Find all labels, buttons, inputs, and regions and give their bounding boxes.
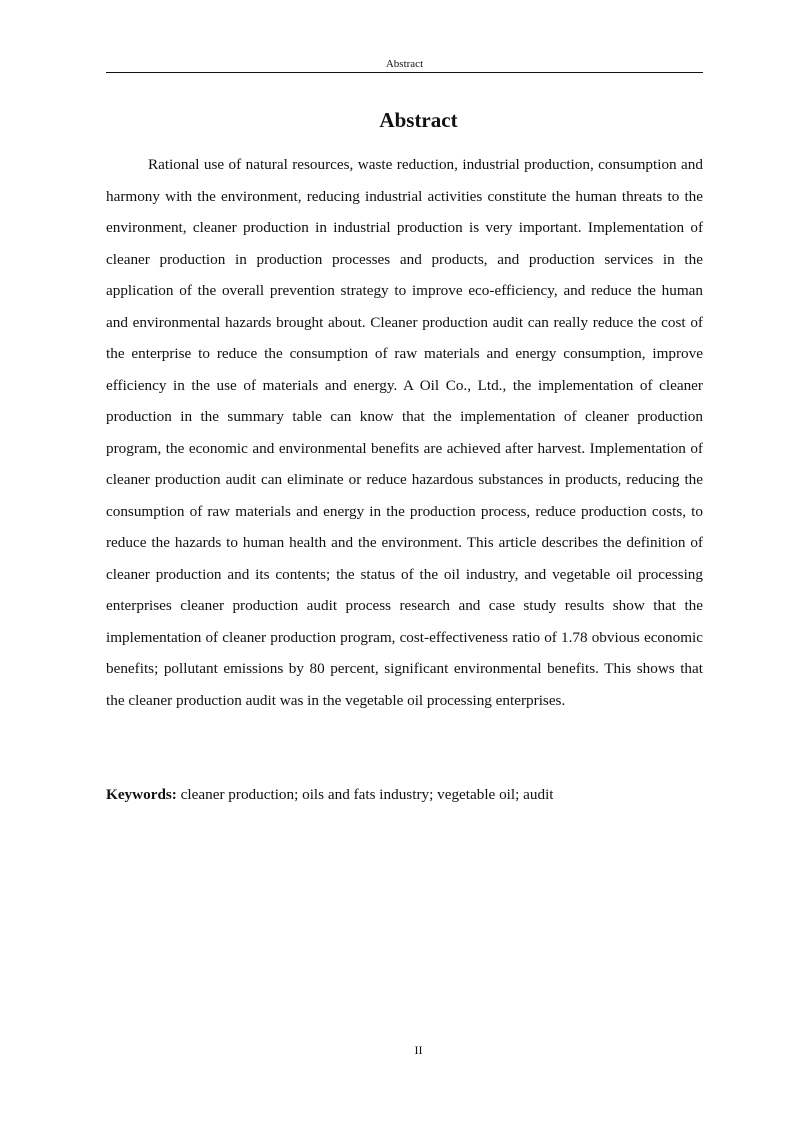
running-header: Abstract bbox=[385, 58, 424, 70]
abstract-title: Abstract bbox=[379, 108, 458, 132]
abstract-body: Rational use of natural resources, waste reduction, industrial production, consumption and harmony with the environment, reducing industrial activities constitute the human threats to the environment, cleaner production in industrial production is very important. Implementation of cleaner production in production processes and products, and production services in the application of the overall prevention strategy to improve eco-efficiency, and reduce the human and environmental hazards brought about. Cleaner production audit can really reduce the cost of the enterprise to reduce the consumption of raw materials and energy consumption, improve efficiency in the use of materials and energy. A Oil Co., Ltd., the implementation of cleaner production in the summary table can know that the implementation of cleaner production program, the economic and environmental benefits are achieved after harvest. Implementation of cleaner production audit can eliminate or reduce hazardous substances in products, reducing the consumption of raw materials and energy in the production process, reduce production costs, to reduce the hazards to human health and the environment. This article describes the definition of cleaner production and its contents; the status of the oil industry, and vegetable oil processing enterprises cleaner production audit process research and case study results show that the implementation of cleaner production program, cost-effectiveness ratio of 1.78 obvious economic benefits; pollutant emissions by 80 percent, significant environmental benefits. This shows that the cleaner production audit was in the vegetable oil processing enterprises. bbox=[106, 156, 703, 709]
keywords-text: cleaner production; oils and fats industry; vegetable oil; audit bbox=[176, 786, 554, 803]
page-number: II bbox=[414, 1043, 423, 1057]
header-divider bbox=[106, 72, 703, 73]
keywords-line bbox=[106, 783, 703, 807]
keywords-label: Keywords: bbox=[106, 786, 177, 803]
